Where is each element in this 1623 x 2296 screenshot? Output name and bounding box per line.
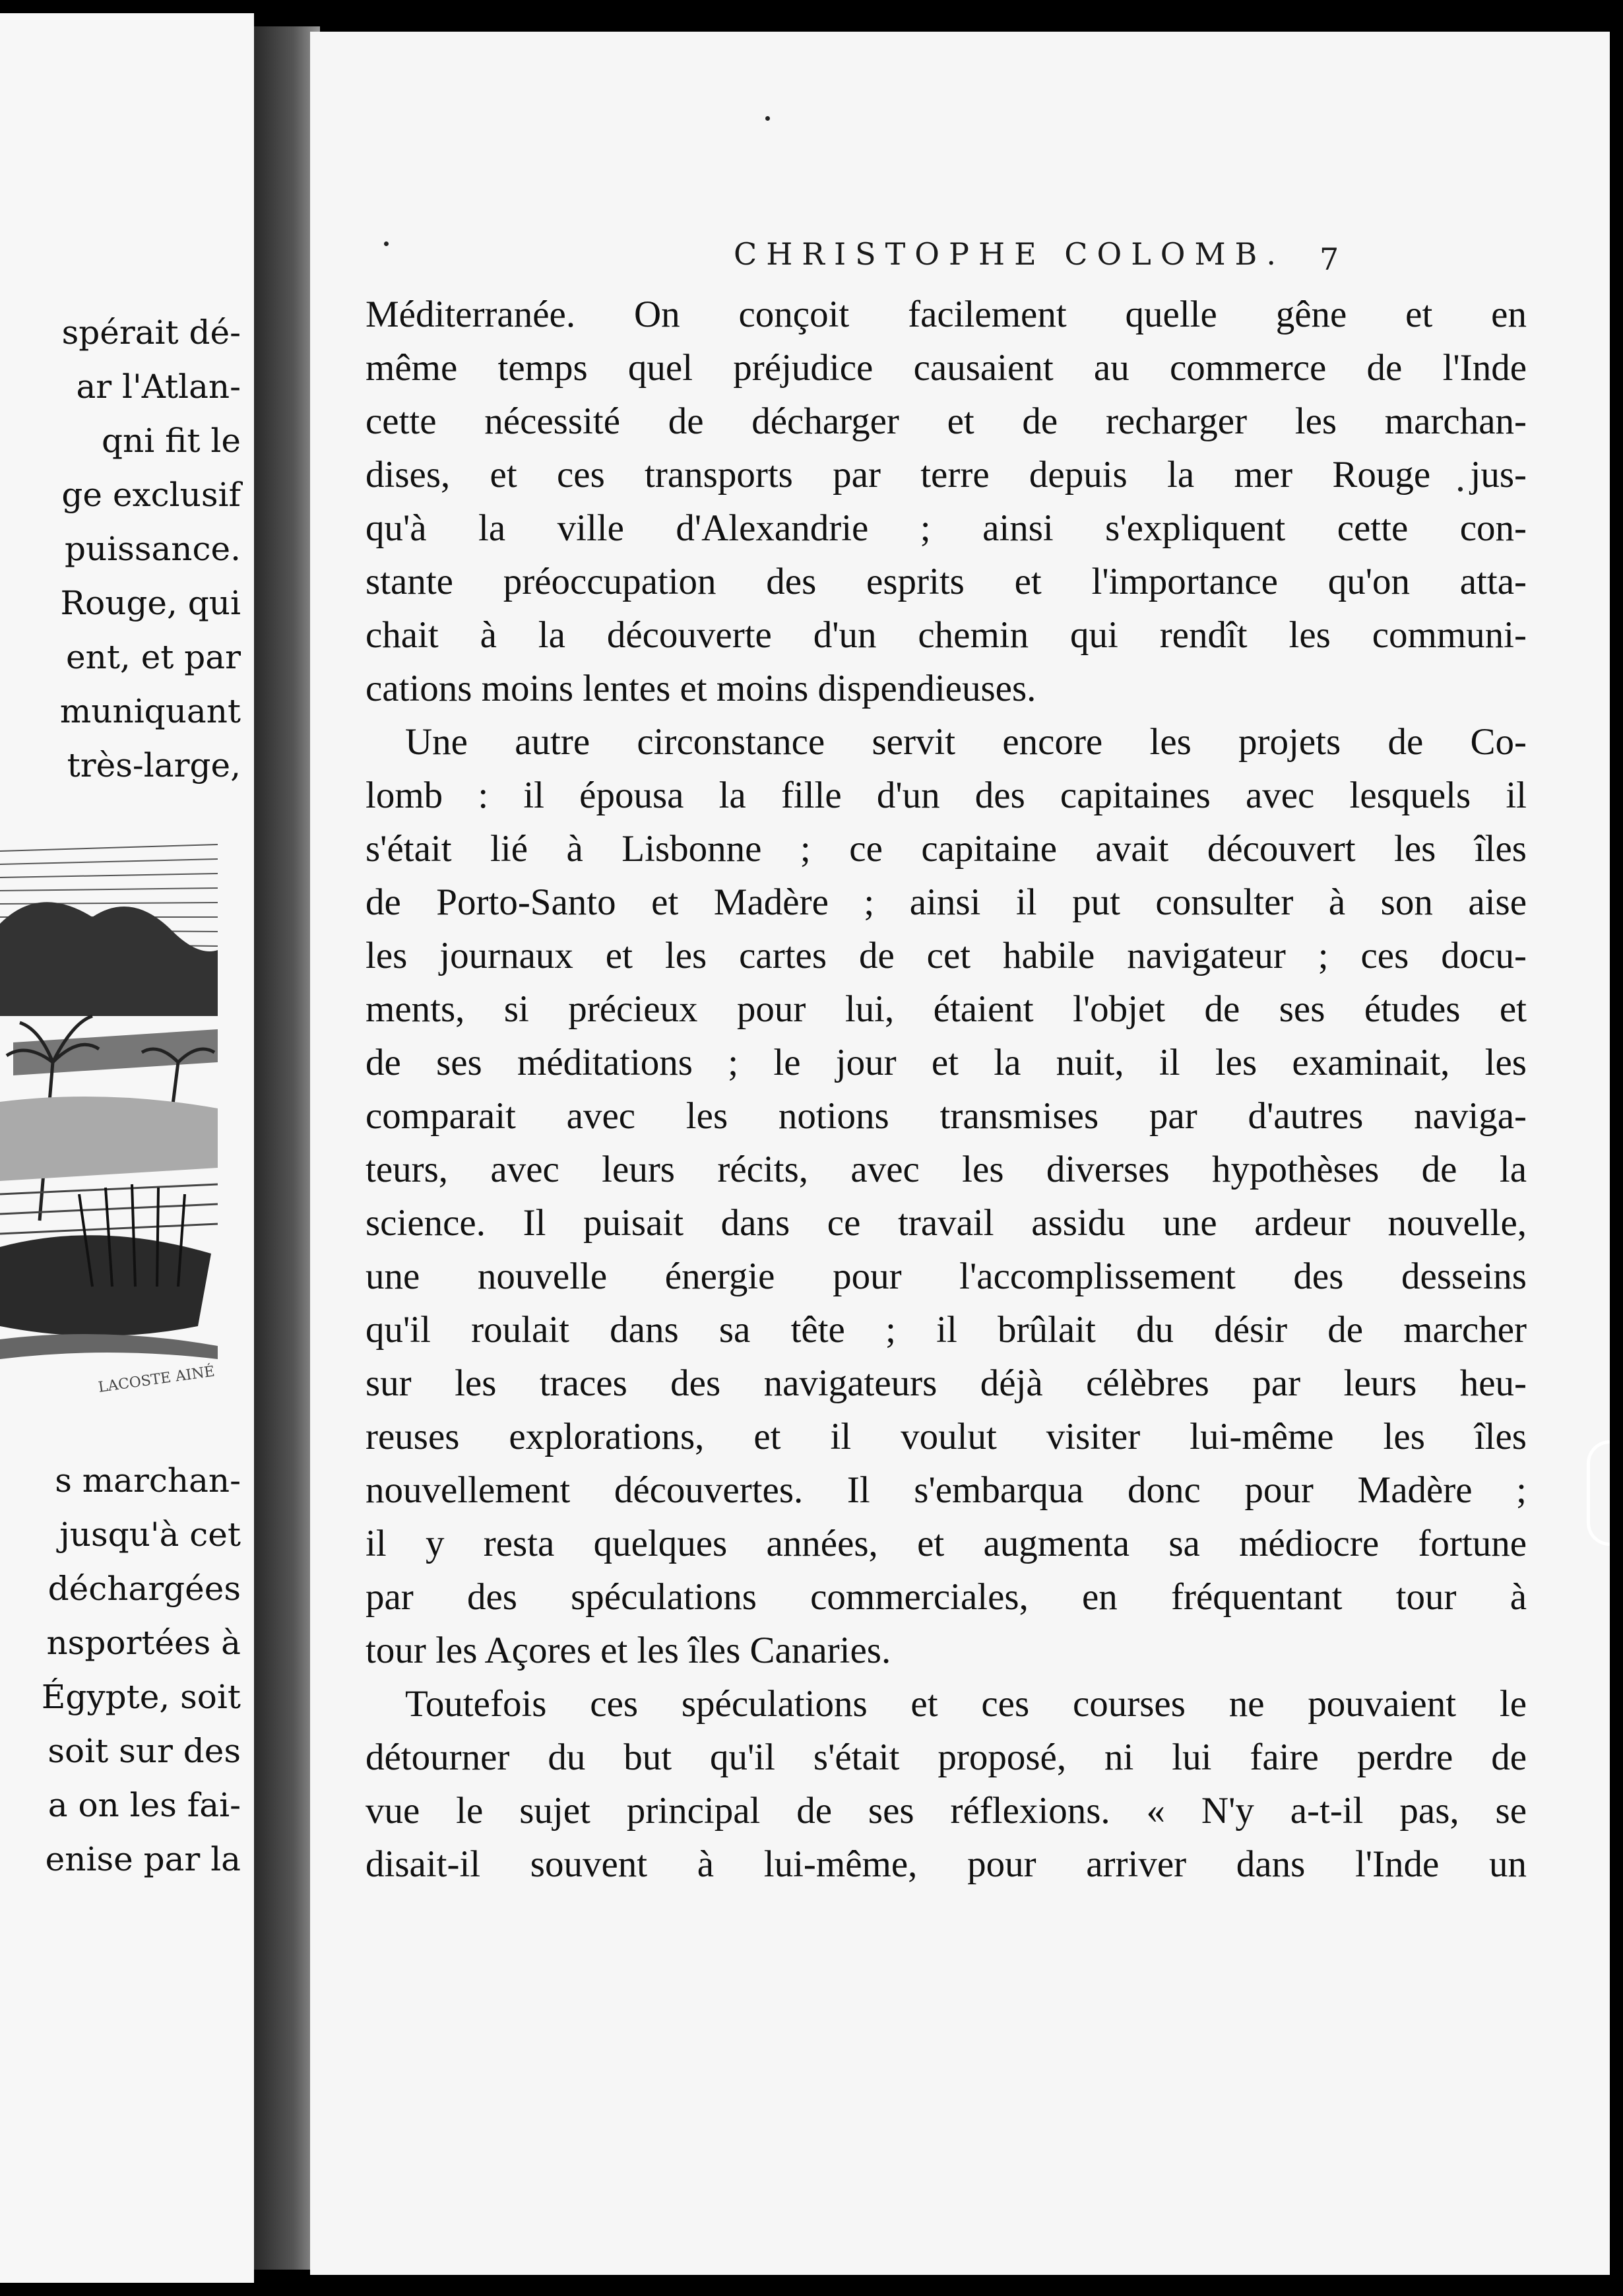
left-text-line: soit sur des xyxy=(48,1732,241,1770)
text-line: même temps quel préjudice causaient au commerce de l'Inde xyxy=(366,347,1527,389)
left-page-fragment xyxy=(0,13,254,2283)
speck xyxy=(765,116,770,121)
text-line: qu'il roulait dans sa tête ; il brûlait du désir de marcher xyxy=(366,1309,1527,1351)
left-text-line: ge exclusif xyxy=(61,476,241,514)
text-line: les journaux et les cartes de cet habile navigateur ; ces docu- xyxy=(366,935,1527,976)
text-line: teurs, avec leurs récits, avec les diverses hypothèses de la xyxy=(366,1149,1527,1190)
text-line: reuses explorations, et il voulut visiter lui-même les îles xyxy=(366,1416,1527,1457)
left-text-line: muniquant xyxy=(59,692,241,730)
speck xyxy=(384,241,389,246)
page-number: 7 xyxy=(1320,241,1339,277)
text-line: chait à la découverte d'un chemin qui rendît les communi- xyxy=(366,614,1527,656)
running-head: CHRISTOPHE COLOMB. xyxy=(734,236,1285,272)
engraving-illustration xyxy=(0,825,218,1405)
text-line: disait-il souvent à lui-même, pour arriver dans l'Inde un xyxy=(366,1843,1527,1885)
text-line: qu'à la ville d'Alexandrie ; ainsi s'expliquent cette con- xyxy=(366,507,1527,549)
scan-edge-mark xyxy=(1587,1440,1610,1546)
text-line: comparait avec les notions transmises par d'autres naviga- xyxy=(366,1095,1527,1137)
text-line: cations moins lentes et moins dispendieuses. xyxy=(366,668,1036,709)
text-line: détourner du but qu'il s'était proposé, ni lui faire perdre de xyxy=(366,1737,1527,1778)
text-line: dises, et ces transports par terre depuis la mer Rouge jus- xyxy=(366,454,1527,495)
text-line: s'était lié à Lisbonne ; ce capitaine avait découvert les îles xyxy=(366,828,1527,870)
left-text-line: jusqu'à cet xyxy=(59,1515,241,1554)
text-line: vue le sujet principal de ses réflexions. « N'y a-t-il pas, se xyxy=(366,1790,1527,1832)
engraver-signature: LACOSTE AINÉ xyxy=(97,1363,216,1396)
right-page xyxy=(310,32,1610,2275)
text-line: de ses méditations ; le jour et la nuit, il les examinait, les xyxy=(366,1042,1527,1083)
left-text-line: qni fit le xyxy=(101,422,241,460)
left-text-line: enise par la xyxy=(45,1840,241,1878)
text-line: de Porto-Santo et Madère ; ainsi il put consulter à son aise xyxy=(366,881,1527,923)
text-line: une nouvelle énergie pour l'accomplissement des desseins xyxy=(366,1256,1527,1297)
left-text-line: nsportées à xyxy=(46,1624,241,1662)
text-line: cette nécessité de décharger et de recharger les marchan- xyxy=(366,400,1527,442)
left-text-line: a on les fai- xyxy=(48,1786,241,1824)
left-text-line: spérait dé- xyxy=(61,313,241,352)
left-text-line: ar l'Atlan- xyxy=(76,367,241,406)
text-line: science. Il puisait dans ce travail assidu une ardeur nouvelle, xyxy=(366,1202,1527,1244)
text-line: ments, si précieux pour lui, étaient l'objet de ses études et xyxy=(366,988,1527,1030)
left-text-line: s marchan- xyxy=(55,1461,241,1500)
left-text-line: très-large, xyxy=(67,746,241,784)
text-line: Méditerranée. On conçoit facilement quelle gêne et en xyxy=(366,294,1527,335)
text-line: nouvellement découvertes. Il s'embarqua donc pour Madère ; xyxy=(366,1469,1527,1511)
text-line: sur les traces des navigateurs déjà célèbres par leurs heu- xyxy=(366,1362,1527,1404)
body-text xyxy=(366,288,1527,1891)
text-line: par des spéculations commerciales, en fréquentant tour à xyxy=(366,1576,1527,1618)
text-line: Toutefois ces spéculations et ces courses ne pouvaient le xyxy=(405,1683,1527,1725)
text-line: lomb : il épousa la fille d'un des capitaines avec lesquels il xyxy=(366,775,1527,816)
left-text-line: puissance. xyxy=(64,530,241,568)
text-line: Une autre circonstance servit encore les projets de Co- xyxy=(405,721,1527,763)
left-text-line: Égypte, soit xyxy=(41,1678,241,1716)
left-text-line: déchargées xyxy=(48,1570,241,1608)
left-text-line: ent, et par xyxy=(66,638,241,676)
text-line: il y resta quelques années, et augmenta sa médiocre fortune xyxy=(366,1523,1527,1564)
left-text-line: Rouge, qui xyxy=(60,584,241,622)
text-line: stante préoccupation des esprits et l'importance qu'on atta- xyxy=(366,561,1527,602)
text-line: tour les Açores et les îles Canaries. xyxy=(366,1630,891,1671)
